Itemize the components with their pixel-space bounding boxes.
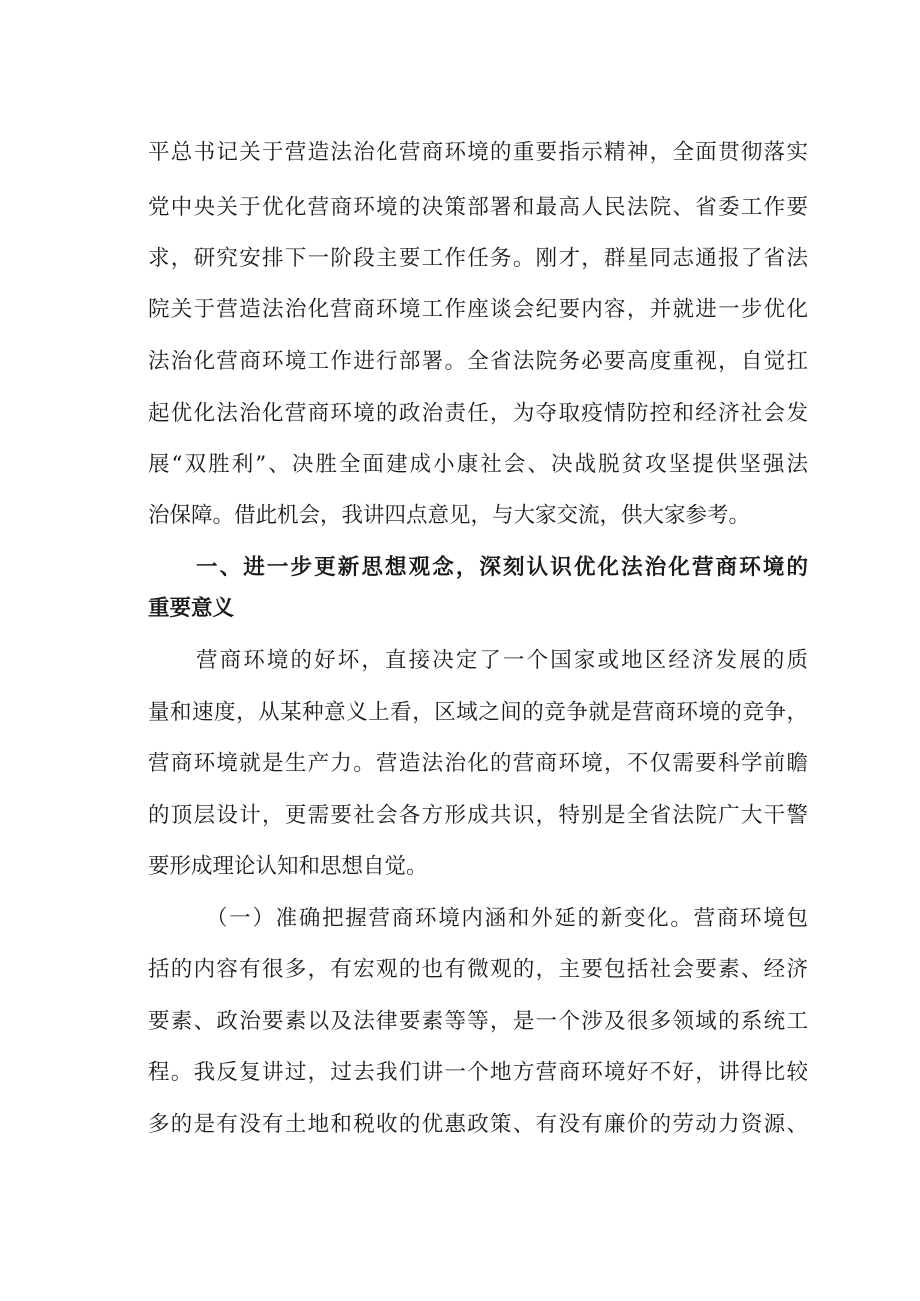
text-line: 要素、政治要素以及法律要素等等，是一个涉及很多领域的系统工 xyxy=(148,1009,808,1034)
text-line: 的顶层设计，更需要社会各方形成共识，特别是全省法院广大干警 xyxy=(148,803,808,828)
text-line: 求，研究安排下一阶段主要工作任务。刚才，群星同志通报了省法 xyxy=(148,246,808,271)
text-line: （一）准确把握营商环境内涵和外延的新变化。营商环境包 xyxy=(206,906,808,931)
text-line: 营商环境的好坏，直接决定了一个国家或地区经济发展的质 xyxy=(196,648,808,673)
heading-line: 重要意义 xyxy=(148,596,235,621)
text-line: 量和速度，从某种意义上看，区域之间的竞争就是营商环境的竞争， xyxy=(148,700,808,725)
text-line: 括的内容有很多，有宏观的也有微观的，主要包括社会要素、经济 xyxy=(148,957,808,982)
text-line: 营商环境就是生产力。营造法治化的营商环境，不仅需要科学前瞻 xyxy=(148,751,808,776)
text-line: 法治化营商环境工作进行部署。全省法院务必要高度重视，自觉扛 xyxy=(148,349,808,374)
heading-line: 一、进一步更新思想观念，深刻认识优化法治化营商环境的 xyxy=(196,555,808,580)
text-line: 院关于营造法治化营商环境工作座谈会纪要内容，并就进一步优化 xyxy=(148,297,808,322)
text-line: 多的是有没有土地和税收的优惠政策、有没有廉价的劳动力资源、 xyxy=(148,1112,808,1137)
text-line: 要形成理论认知和思想自觉。 xyxy=(148,854,428,879)
text-line: 展“双胜利”、决胜全面建成小康社会、决战脱贫攻坚提供坚强法 xyxy=(148,452,808,477)
text-line: 程。我反复讲过，过去我们讲一个地方营商环境好不好，讲得比较 xyxy=(148,1060,808,1085)
text-line: 党中央关于优化营商环境的决策部署和最高人民法院、省委工作要 xyxy=(148,195,808,220)
text-line: 起优化法治化营商环境的政治责任，为夺取疫情防控和经济社会发 xyxy=(148,401,808,426)
text-line: 治保障。借此机会，我讲四点意见，与大家交流，供大家参考。 xyxy=(148,503,751,528)
text-line: 平总书记关于营造法治化营商环境的重要指示精神，全面贯彻落实 xyxy=(148,140,808,165)
